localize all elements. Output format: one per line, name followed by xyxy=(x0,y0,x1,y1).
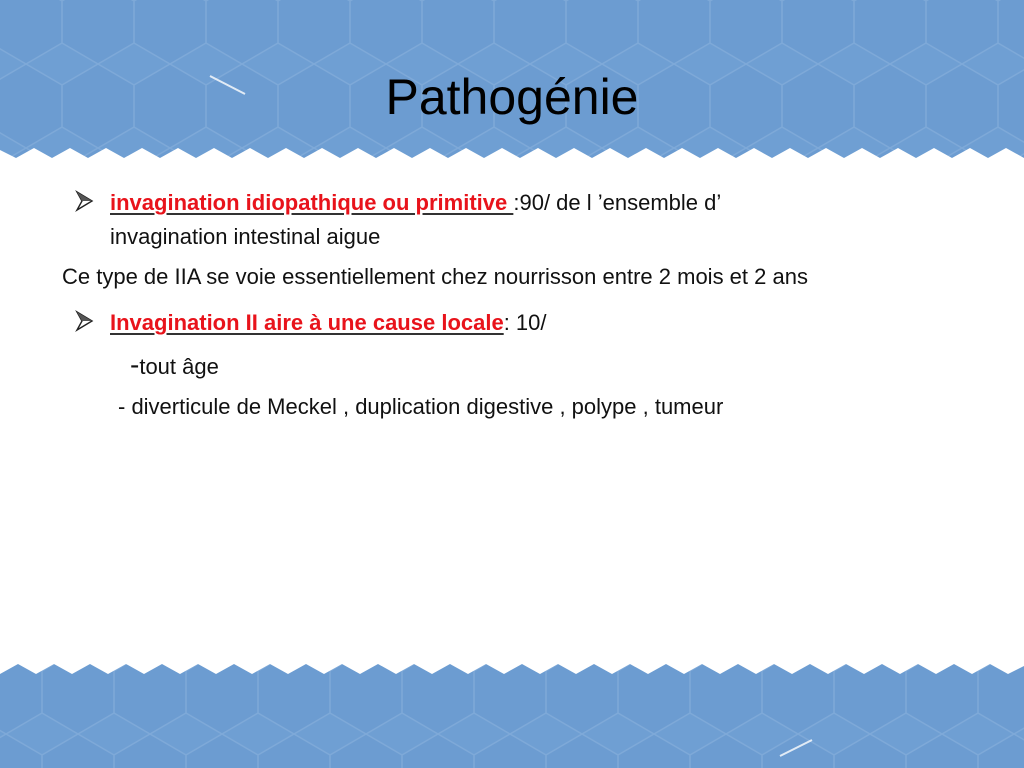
bullet-continuation: invagination intestinal aigue xyxy=(110,224,381,249)
sub-item-causes: - diverticule de Meckel , duplication digestive , polype , tumeur xyxy=(118,394,724,419)
bullet-emphasis: Invagination II aire à une cause locale xyxy=(110,310,504,335)
bullet-item-secondary xyxy=(60,306,1000,340)
slide-content xyxy=(60,186,1000,424)
plain-text-line: Ce type de IIA se voie essentiellement chez nourrisson entre 2 mois et 2 ans xyxy=(62,264,808,289)
slide-title: Pathogénie xyxy=(385,69,639,125)
arrow-bullet-icon xyxy=(74,190,94,212)
sub-item-dash: - xyxy=(130,349,140,380)
bullet-emphasis: invagination idiopathique ou primitive xyxy=(110,190,514,215)
bottom-hexagon-band xyxy=(0,660,1024,768)
bullet-text: :90/ de l ’ensemble d’ xyxy=(513,190,722,215)
sub-item-text: tout âge xyxy=(139,354,219,379)
arrow-bullet-icon xyxy=(74,310,94,332)
bullet-item-primary xyxy=(60,186,1000,254)
sub-item-age xyxy=(60,348,1000,384)
bullet-text: : 10/ xyxy=(503,310,547,335)
